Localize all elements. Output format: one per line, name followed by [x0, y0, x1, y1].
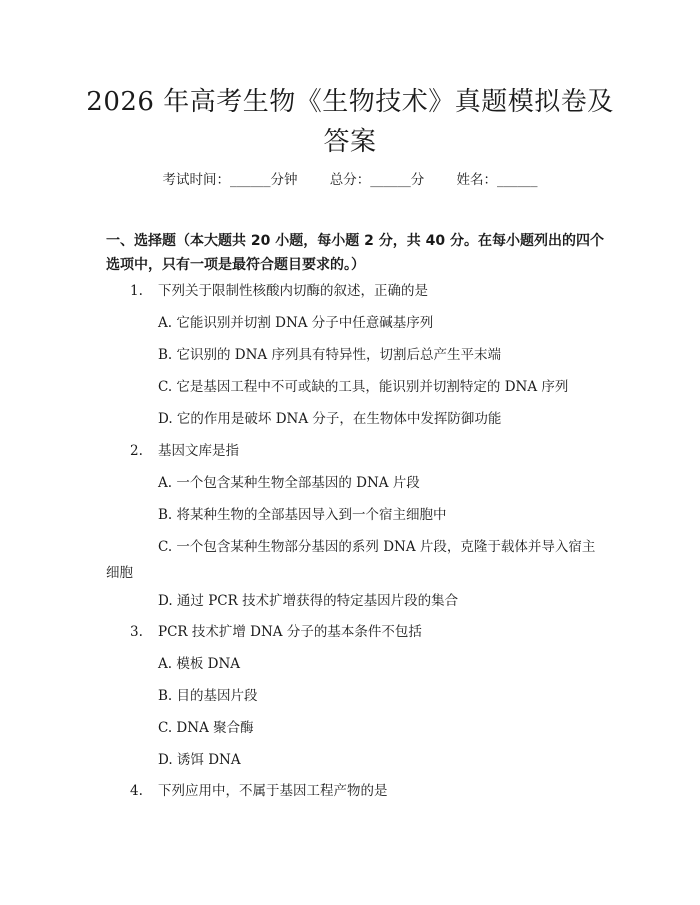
option-1c: C. 它是基因工程中不可或缺的工具，能识别并切割特定的 DNA 序列: [158, 379, 569, 395]
question-number: 3.: [130, 624, 143, 640]
option-1d: D. 它的作用是破坏 DNA 分子，在生物体中发挥防御功能: [158, 411, 502, 427]
exam-name: 姓名：______: [456, 172, 538, 188]
exam-time: 考试时间：______分钟: [162, 172, 298, 188]
option-2a: A. 一个包含某种生物全部基因的 DNA 片段: [158, 475, 420, 491]
question-number: 4.: [130, 783, 143, 799]
section-heading: 一、选择题（本大题共 20 小题，每小题 2 分，共 40 分。在每小题列出的四个选项中，只有一项是最符合题目要求的。）: [106, 233, 604, 273]
question-text: 下列应用中，不属于基因工程产物的是: [158, 783, 388, 799]
question-number: 1.: [130, 283, 143, 299]
option-3b: B. 目的基因片段: [158, 688, 258, 704]
option-2c: C. 一个包含某种生物部分基因的系列 DNA 片段，克隆于载体并导入宿主细胞: [106, 539, 596, 581]
question-text: 下列关于限制性核酸内切酶的叙述，正确的是: [158, 283, 428, 299]
option-2b: B. 将某种生物的全部基因导入到一个宿主细胞中: [158, 507, 447, 523]
exam-meta: [0, 168, 700, 188]
title-line-2: 答案: [323, 127, 377, 157]
exam-score: 总分：______分: [329, 172, 425, 188]
question-text: PCR 技术扩增 DNA 分子的基本条件不包括: [158, 624, 422, 640]
option-3c: C. DNA 聚合酶: [158, 720, 254, 736]
option-2d: D. 通过 PCR 技术扩增获得的特定基因片段的集合: [158, 593, 459, 609]
title-line-1: 2026 年高考生物《生物技术》真题模拟卷及: [86, 87, 614, 117]
option-1b: B. 它识别的 DNA 序列具有特异性，切割后总产生平末端: [158, 347, 501, 363]
option-3a: A. 模板 DNA: [158, 656, 241, 672]
option-3d: D. 诱饵 DNA: [158, 752, 241, 768]
option-1a: A. 它能识别并切割 DNA 分子中任意碱基序列: [158, 315, 434, 331]
question-number: 2.: [130, 443, 143, 459]
exam-title: [60, 82, 640, 162]
question-text: 基因文库是指: [158, 443, 239, 459]
